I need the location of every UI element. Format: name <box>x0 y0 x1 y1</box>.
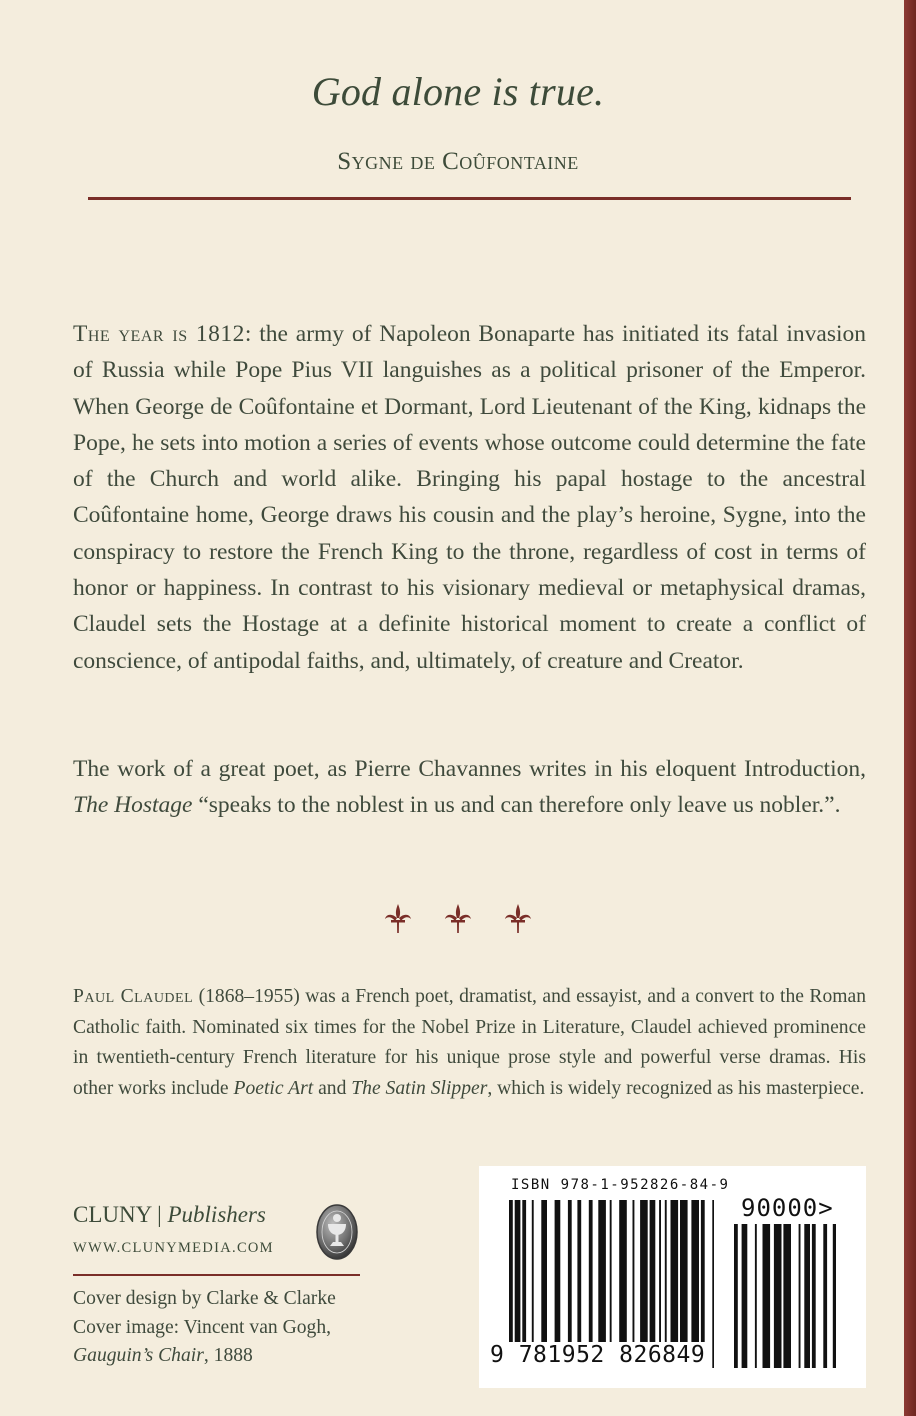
publisher-brand: CLUNY <box>73 1202 152 1227</box>
author-bio <box>73 982 866 1104</box>
publisher-name <box>73 1202 266 1228</box>
barcode-bar <box>734 1224 738 1368</box>
barcode-digits-text: 9 781952 826849 <box>490 1342 706 1368</box>
barcode-bar <box>763 1224 771 1368</box>
publisher-separator: | <box>151 1202 168 1227</box>
blurb-lead-in: The year is 1812 <box>73 321 245 347</box>
blurb-book-title: The Hostage <box>73 792 193 819</box>
cover-image-credit: Cover image: Vincent van Gogh, <box>73 1316 332 1338</box>
barcode-bar <box>823 1224 827 1368</box>
fleur-de-lis-icon <box>442 902 474 942</box>
author-work-2: The Satin Slipper <box>351 1077 488 1099</box>
cover-credits <box>73 1285 336 1371</box>
barcode-bar <box>712 1200 714 1368</box>
blurb-paragraph-2 <box>73 751 866 824</box>
cover-image-title: Gauguin’s Chair <box>73 1345 204 1366</box>
barcode-bar <box>783 1224 791 1368</box>
fleur-de-lis-icon <box>382 902 414 942</box>
author-bio-text-2: and <box>313 1077 352 1099</box>
author-name: Paul Claudel <box>73 986 194 1007</box>
cover-design-credit: Cover design by Clarke & Clarke <box>73 1288 336 1309</box>
isbn-barcode <box>479 1166 866 1388</box>
epigraph-attribution: Sygne de Coûfontaine <box>337 148 579 175</box>
barcode-bar <box>804 1224 810 1368</box>
chalice-seal-icon <box>315 1203 359 1261</box>
blurb-paragraph-1 <box>73 316 866 679</box>
barcode-bar <box>755 1224 757 1368</box>
barcode-bar <box>774 1224 782 1368</box>
barcode-bar <box>833 1224 836 1368</box>
epigraph-quote: God alone is true. <box>311 69 605 114</box>
price-code: 90000> <box>741 1194 834 1222</box>
barcode-digits <box>489 1342 706 1368</box>
blurb-paragraph-2-after: “speaks to the noblest in us and can therefore only leave us nobler.”. <box>192 792 841 819</box>
blurb-paragraph-2-before: The work of a great poet, as Pierre Chavannes writes in his eloquent Introduction, <box>73 756 866 782</box>
author-bio-text-3: , which is widely recognized as his masterpiece. <box>487 1077 865 1099</box>
fleur-de-lis-icon <box>502 902 534 942</box>
spine-edge <box>904 0 916 1416</box>
cover-image-title-line <box>73 1342 336 1371</box>
barcode-bar <box>799 1224 801 1368</box>
publisher-subtitle: Publishers <box>167 1202 266 1227</box>
top-divider <box>88 197 851 200</box>
publisher-divider <box>73 1274 360 1276</box>
ornament-row <box>0 902 916 942</box>
author-work-1: Poetic Art <box>233 1077 314 1099</box>
publisher-website: WWW.CLUNYMEDIA.COM <box>73 1240 274 1256</box>
barcode-bar <box>742 1224 748 1368</box>
author-bio-text-1: (1868–1955) was a French poet, dramatist, and essayist, and a convert to the Roman Catholic faith. Nominated six times for the Nobel Prize in Literature, Claudel achieved prominence in twentieth-century French literature for his unique prose style and powerful verse dramas. His other works include <box>73 986 867 1099</box>
isbn-label: ISBN 978-1-952826-84-9 <box>511 1177 730 1193</box>
barcode-bar <box>812 1224 816 1368</box>
blurb-paragraph-1-text: : the army of Napoleon Bonaparte has initiated its fatal invasion of Russia while Pope Pius VII languishes as a political prisoner of the Emperor. When George de Coûfontaine et Dormant, Lord Lieutenant of the King, kidnaps the Pope, he sets into motion a series of events whose outcome could determine the fate of the Church and world alike. Bringing his papal hostage to the ancestral Coûfontaine home, George draws his cousin and the play’s heroine, Sygne, into the conspiracy to restore the French King to the throne, regardless of cost in terms of honor or happiness. In contrast to his visionary medieval or metaphysical dramas, Claudel sets the Hostage at a definite historical moment to create a conflict of conscience, of antipodal faiths, and, ultimately, of creature and Creator. <box>73 321 866 674</box>
barcode-addon-bars <box>734 1224 836 1368</box>
cover-image-year: , 1888 <box>203 1345 253 1366</box>
